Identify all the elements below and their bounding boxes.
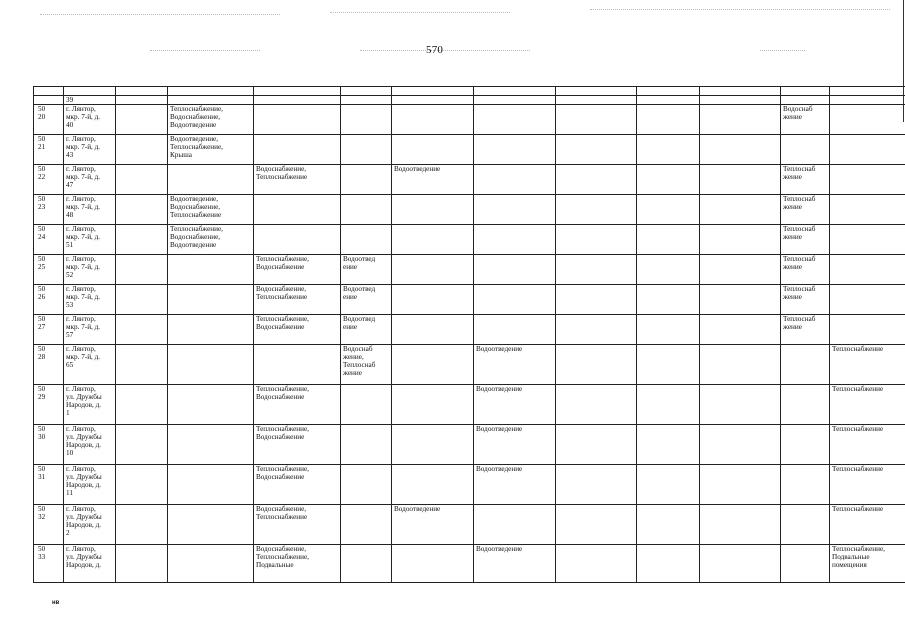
scan-artifact [590, 9, 890, 10]
scan-artifact [330, 12, 510, 13]
work-type-cell [556, 135, 637, 165]
work-type-cell [556, 315, 637, 345]
work-type-cell [474, 315, 556, 345]
row-number-cell: 50 21 [34, 135, 64, 165]
work-type-cell: Водоснабжение, Теплоснабжение [254, 285, 341, 315]
work-type-cell [700, 255, 781, 285]
work-type-cell [781, 96, 830, 105]
table-row [34, 505, 905, 545]
work-type-cell [341, 96, 392, 105]
work-type-cell [116, 505, 168, 545]
table-row [34, 96, 905, 105]
work-type-cell [341, 425, 392, 465]
page-number: 570 [426, 44, 444, 56]
work-type-cell [116, 545, 168, 583]
address-cell: г. Лянтор, мкр. 7-й, д. 48 [64, 195, 116, 225]
work-type-cell [168, 505, 254, 545]
work-type-cell: Теплоснаб жение [781, 165, 830, 195]
work-type-cell [254, 195, 341, 225]
work-type-cell [700, 96, 781, 105]
row-number-cell: 50 26 [34, 285, 64, 315]
work-type-cell [830, 165, 905, 195]
table-row [34, 135, 905, 165]
work-type-cell [637, 255, 700, 285]
work-type-cell [341, 225, 392, 255]
work-type-cell [830, 285, 905, 315]
work-type-cell: Водоснабжение, Теплоснабжение [254, 505, 341, 545]
row-number-cell: 50 32 [34, 505, 64, 545]
work-type-cell [830, 195, 905, 225]
work-type-cell [116, 385, 168, 425]
work-type-cell [116, 465, 168, 505]
work-type-cell [700, 345, 781, 385]
work-type-cell [392, 315, 474, 345]
work-type-cell [700, 425, 781, 465]
work-type-cell [830, 105, 905, 135]
work-type-cell: Водоотведение [474, 545, 556, 583]
work-type-cell [474, 505, 556, 545]
work-type-cell [341, 105, 392, 135]
work-type-cell [637, 165, 700, 195]
work-type-cell [637, 505, 700, 545]
work-type-cell [392, 195, 474, 225]
work-type-cell [392, 425, 474, 465]
table-row [34, 225, 905, 255]
work-type-cell [781, 425, 830, 465]
work-type-cell [830, 225, 905, 255]
work-type-cell [700, 225, 781, 255]
work-type-cell [556, 195, 637, 225]
work-type-cell [116, 225, 168, 255]
work-type-cell [637, 465, 700, 505]
work-type-cell [637, 105, 700, 135]
work-type-cell [254, 135, 341, 165]
address-cell: г. Лянтор, мкр. 7-й, д. 51 [64, 225, 116, 255]
work-type-cell: Водоотведение [474, 465, 556, 505]
row-number-cell: 50 30 [34, 425, 64, 465]
address-cell: г. Лянтор, ул. Дружбы Народов, д. [64, 545, 116, 583]
work-type-cell [781, 505, 830, 545]
work-type-cell [392, 225, 474, 255]
address-cell: 39 [64, 96, 116, 105]
work-type-cell [556, 96, 637, 105]
work-type-cell [700, 545, 781, 583]
work-type-cell [637, 225, 700, 255]
work-type-cell: Водоотведение [474, 385, 556, 425]
address-cell: г. Лянтор, ул. Дружбы Народов, д. 1 [64, 385, 116, 425]
work-type-cell [781, 135, 830, 165]
work-type-cell: Водоотведение, Водоснабжение, Теплоснабжение [168, 195, 254, 225]
work-type-cell [637, 345, 700, 385]
work-type-cell [474, 96, 556, 105]
address-cell: г. Лянтор, мкр. 7-й, д. 47 [64, 165, 116, 195]
work-type-cell [392, 465, 474, 505]
table-row [34, 255, 905, 285]
work-type-cell [341, 545, 392, 583]
work-type-cell [556, 545, 637, 583]
work-type-cell [116, 255, 168, 285]
work-type-cell [830, 96, 905, 105]
work-type-cell [700, 465, 781, 505]
table-row [34, 385, 905, 425]
work-type-cell: Водоотведение, Теплоснабжение, Крыша [168, 135, 254, 165]
work-type-cell [168, 315, 254, 345]
row-number-cell: 50 29 [34, 385, 64, 425]
work-type-cell [392, 545, 474, 583]
work-type-cell: Теплоснаб жение [781, 285, 830, 315]
work-type-cell: Водоотведение [392, 505, 474, 545]
work-type-cell [700, 135, 781, 165]
row-number-cell: 50 23 [34, 195, 64, 225]
work-type-cell [637, 545, 700, 583]
work-type-cell [474, 135, 556, 165]
work-type-cell [700, 505, 781, 545]
work-type-cell: Водоснаб жение [781, 105, 830, 135]
work-type-cell: Теплоснаб жение [781, 195, 830, 225]
corner-mark: нв [52, 600, 60, 606]
work-type-cell: Теплоснабжение, Подвальные помещения [830, 545, 905, 583]
work-type-cell [700, 285, 781, 315]
work-type-cell [116, 285, 168, 315]
table-row [34, 465, 905, 505]
work-type-cell [474, 165, 556, 195]
work-type-cell: Водоотведение [392, 165, 474, 195]
work-type-cell [556, 225, 637, 255]
row-number-cell: 50 33 [34, 545, 64, 583]
work-type-cell [116, 96, 168, 105]
scan-artifact [360, 50, 530, 51]
inspection-table [33, 86, 905, 583]
work-type-cell [700, 105, 781, 135]
work-type-cell: Теплоснабжение, Водоснабжение [254, 465, 341, 505]
work-type-cell: Водоотвед ение [341, 285, 392, 315]
scan-artifact [760, 50, 805, 51]
work-type-cell [116, 135, 168, 165]
work-type-cell: Водоотведение [474, 345, 556, 385]
work-type-cell: Водоснабжение, Теплоснабжение, Подвальные [254, 545, 341, 583]
row-number-cell [34, 96, 64, 105]
work-type-cell [700, 195, 781, 225]
work-type-cell: Теплоснабжение [830, 465, 905, 505]
table-row [34, 425, 905, 465]
work-type-cell [474, 285, 556, 315]
row-number-cell: 50 22 [34, 165, 64, 195]
scan-artifact [150, 50, 260, 51]
table-row [34, 165, 905, 195]
work-type-cell [341, 135, 392, 165]
work-type-cell [168, 385, 254, 425]
work-type-cell [556, 505, 637, 545]
work-type-cell [168, 96, 254, 105]
work-type-cell [556, 255, 637, 285]
work-type-cell [830, 255, 905, 285]
work-type-cell [116, 105, 168, 135]
work-type-cell: Теплоснаб жение [781, 255, 830, 285]
work-type-cell [168, 545, 254, 583]
work-type-cell [556, 105, 637, 135]
work-type-cell: Теплоснабжение, Водоснабжение [254, 385, 341, 425]
work-type-cell [556, 345, 637, 385]
work-type-cell [254, 105, 341, 135]
work-type-cell [556, 465, 637, 505]
work-type-cell [168, 165, 254, 195]
work-type-cell [341, 465, 392, 505]
work-type-cell: Водоотвед ение [341, 315, 392, 345]
work-type-cell [700, 385, 781, 425]
work-type-cell [116, 345, 168, 385]
address-cell: г. Лянтор, мкр. 7-й, д. 52 [64, 255, 116, 285]
work-type-cell [474, 255, 556, 285]
work-type-cell [637, 285, 700, 315]
table-row [34, 345, 905, 385]
address-cell: г. Лянтор, ул. Дружбы Народов, д. 2 [64, 505, 116, 545]
work-type-cell: Теплоснабжение, Водоснабжение [254, 255, 341, 285]
work-type-cell [116, 195, 168, 225]
work-type-cell: Водоснабжение, Теплоснабжение [254, 165, 341, 195]
work-type-cell [392, 285, 474, 315]
work-type-cell [168, 285, 254, 315]
work-type-cell [341, 505, 392, 545]
work-type-cell [341, 195, 392, 225]
work-type-cell [556, 425, 637, 465]
table-row [34, 105, 905, 135]
work-type-cell [341, 165, 392, 195]
work-type-cell [392, 385, 474, 425]
work-type-cell [830, 135, 905, 165]
address-cell: г. Лянтор, мкр. 7-й, д. 53 [64, 285, 116, 315]
work-type-cell [781, 345, 830, 385]
work-type-cell [637, 385, 700, 425]
work-type-cell [392, 255, 474, 285]
table-row [34, 195, 905, 225]
table-row [34, 285, 905, 315]
table-row [34, 315, 905, 345]
row-number-cell: 50 27 [34, 315, 64, 345]
work-type-cell: Теплоснабжение, Водоснабжение, Водоотведение [168, 225, 254, 255]
work-type-cell [116, 165, 168, 195]
work-type-cell [254, 225, 341, 255]
work-type-cell [781, 465, 830, 505]
table-body [34, 87, 905, 583]
work-type-cell: Водоотвед ение [341, 255, 392, 285]
work-type-cell [254, 96, 341, 105]
work-type-cell [637, 315, 700, 345]
work-type-cell: Теплоснаб жение [781, 315, 830, 345]
work-type-cell [168, 465, 254, 505]
row-number-cell: 50 31 [34, 465, 64, 505]
work-type-cell: Теплоснабжение, Водоснабжение, Водоотведение [168, 105, 254, 135]
address-cell: г. Лянтор, мкр. 7-й, д. 40 [64, 105, 116, 135]
row-number-cell: 50 25 [34, 255, 64, 285]
table-row [34, 545, 905, 583]
row-number-cell: 50 20 [34, 105, 64, 135]
work-type-cell [556, 165, 637, 195]
work-type-cell [637, 425, 700, 465]
work-type-cell: Теплоснабжение [830, 425, 905, 465]
address-cell: г. Лянтор, мкр. 7-й, д. 57 [64, 315, 116, 345]
work-type-cell [781, 385, 830, 425]
work-type-cell [474, 225, 556, 255]
address-cell: г. Лянтор, мкр. 7-й, д. 65 [64, 345, 116, 385]
work-type-cell [254, 345, 341, 385]
work-type-cell: Водоотведение [474, 425, 556, 465]
work-type-cell [556, 385, 637, 425]
work-type-cell: Водоснаб жение, Теплоснаб жение [341, 345, 392, 385]
work-type-cell [392, 96, 474, 105]
work-type-cell [341, 385, 392, 425]
work-type-cell [637, 135, 700, 165]
scan-artifact [40, 14, 280, 15]
work-type-cell [168, 255, 254, 285]
work-type-cell [637, 96, 700, 105]
work-type-cell [700, 165, 781, 195]
work-type-cell [556, 285, 637, 315]
work-type-cell [474, 195, 556, 225]
work-type-cell [116, 425, 168, 465]
address-cell: г. Лянтор, ул. Дружбы Народов, д. 11 [64, 465, 116, 505]
work-type-cell [392, 345, 474, 385]
work-type-cell [781, 545, 830, 583]
row-number-cell: 50 24 [34, 225, 64, 255]
work-type-cell [637, 195, 700, 225]
work-type-cell [392, 105, 474, 135]
table-top-strip [34, 87, 905, 96]
work-type-cell: Теплоснаб жение [781, 225, 830, 255]
work-type-cell: Теплоснабжение [830, 345, 905, 385]
work-type-cell [116, 315, 168, 345]
work-type-cell [168, 345, 254, 385]
work-type-cell: Теплоснабжение, Водоснабжение [254, 425, 341, 465]
work-type-cell: Теплоснабжение, Водоснабжение [254, 315, 341, 345]
work-type-cell [474, 105, 556, 135]
address-cell: г. Лянтор, ул. Дружбы Народов, д. 10 [64, 425, 116, 465]
address-cell: г. Лянтор, мкр. 7-й, д. 43 [64, 135, 116, 165]
work-type-cell: Теплоснабжение [830, 385, 905, 425]
work-type-cell: Теплоснабжение [830, 505, 905, 545]
work-type-cell [168, 425, 254, 465]
row-number-cell: 50 28 [34, 345, 64, 385]
work-type-cell [392, 135, 474, 165]
work-type-cell [830, 315, 905, 345]
work-type-cell [700, 315, 781, 345]
